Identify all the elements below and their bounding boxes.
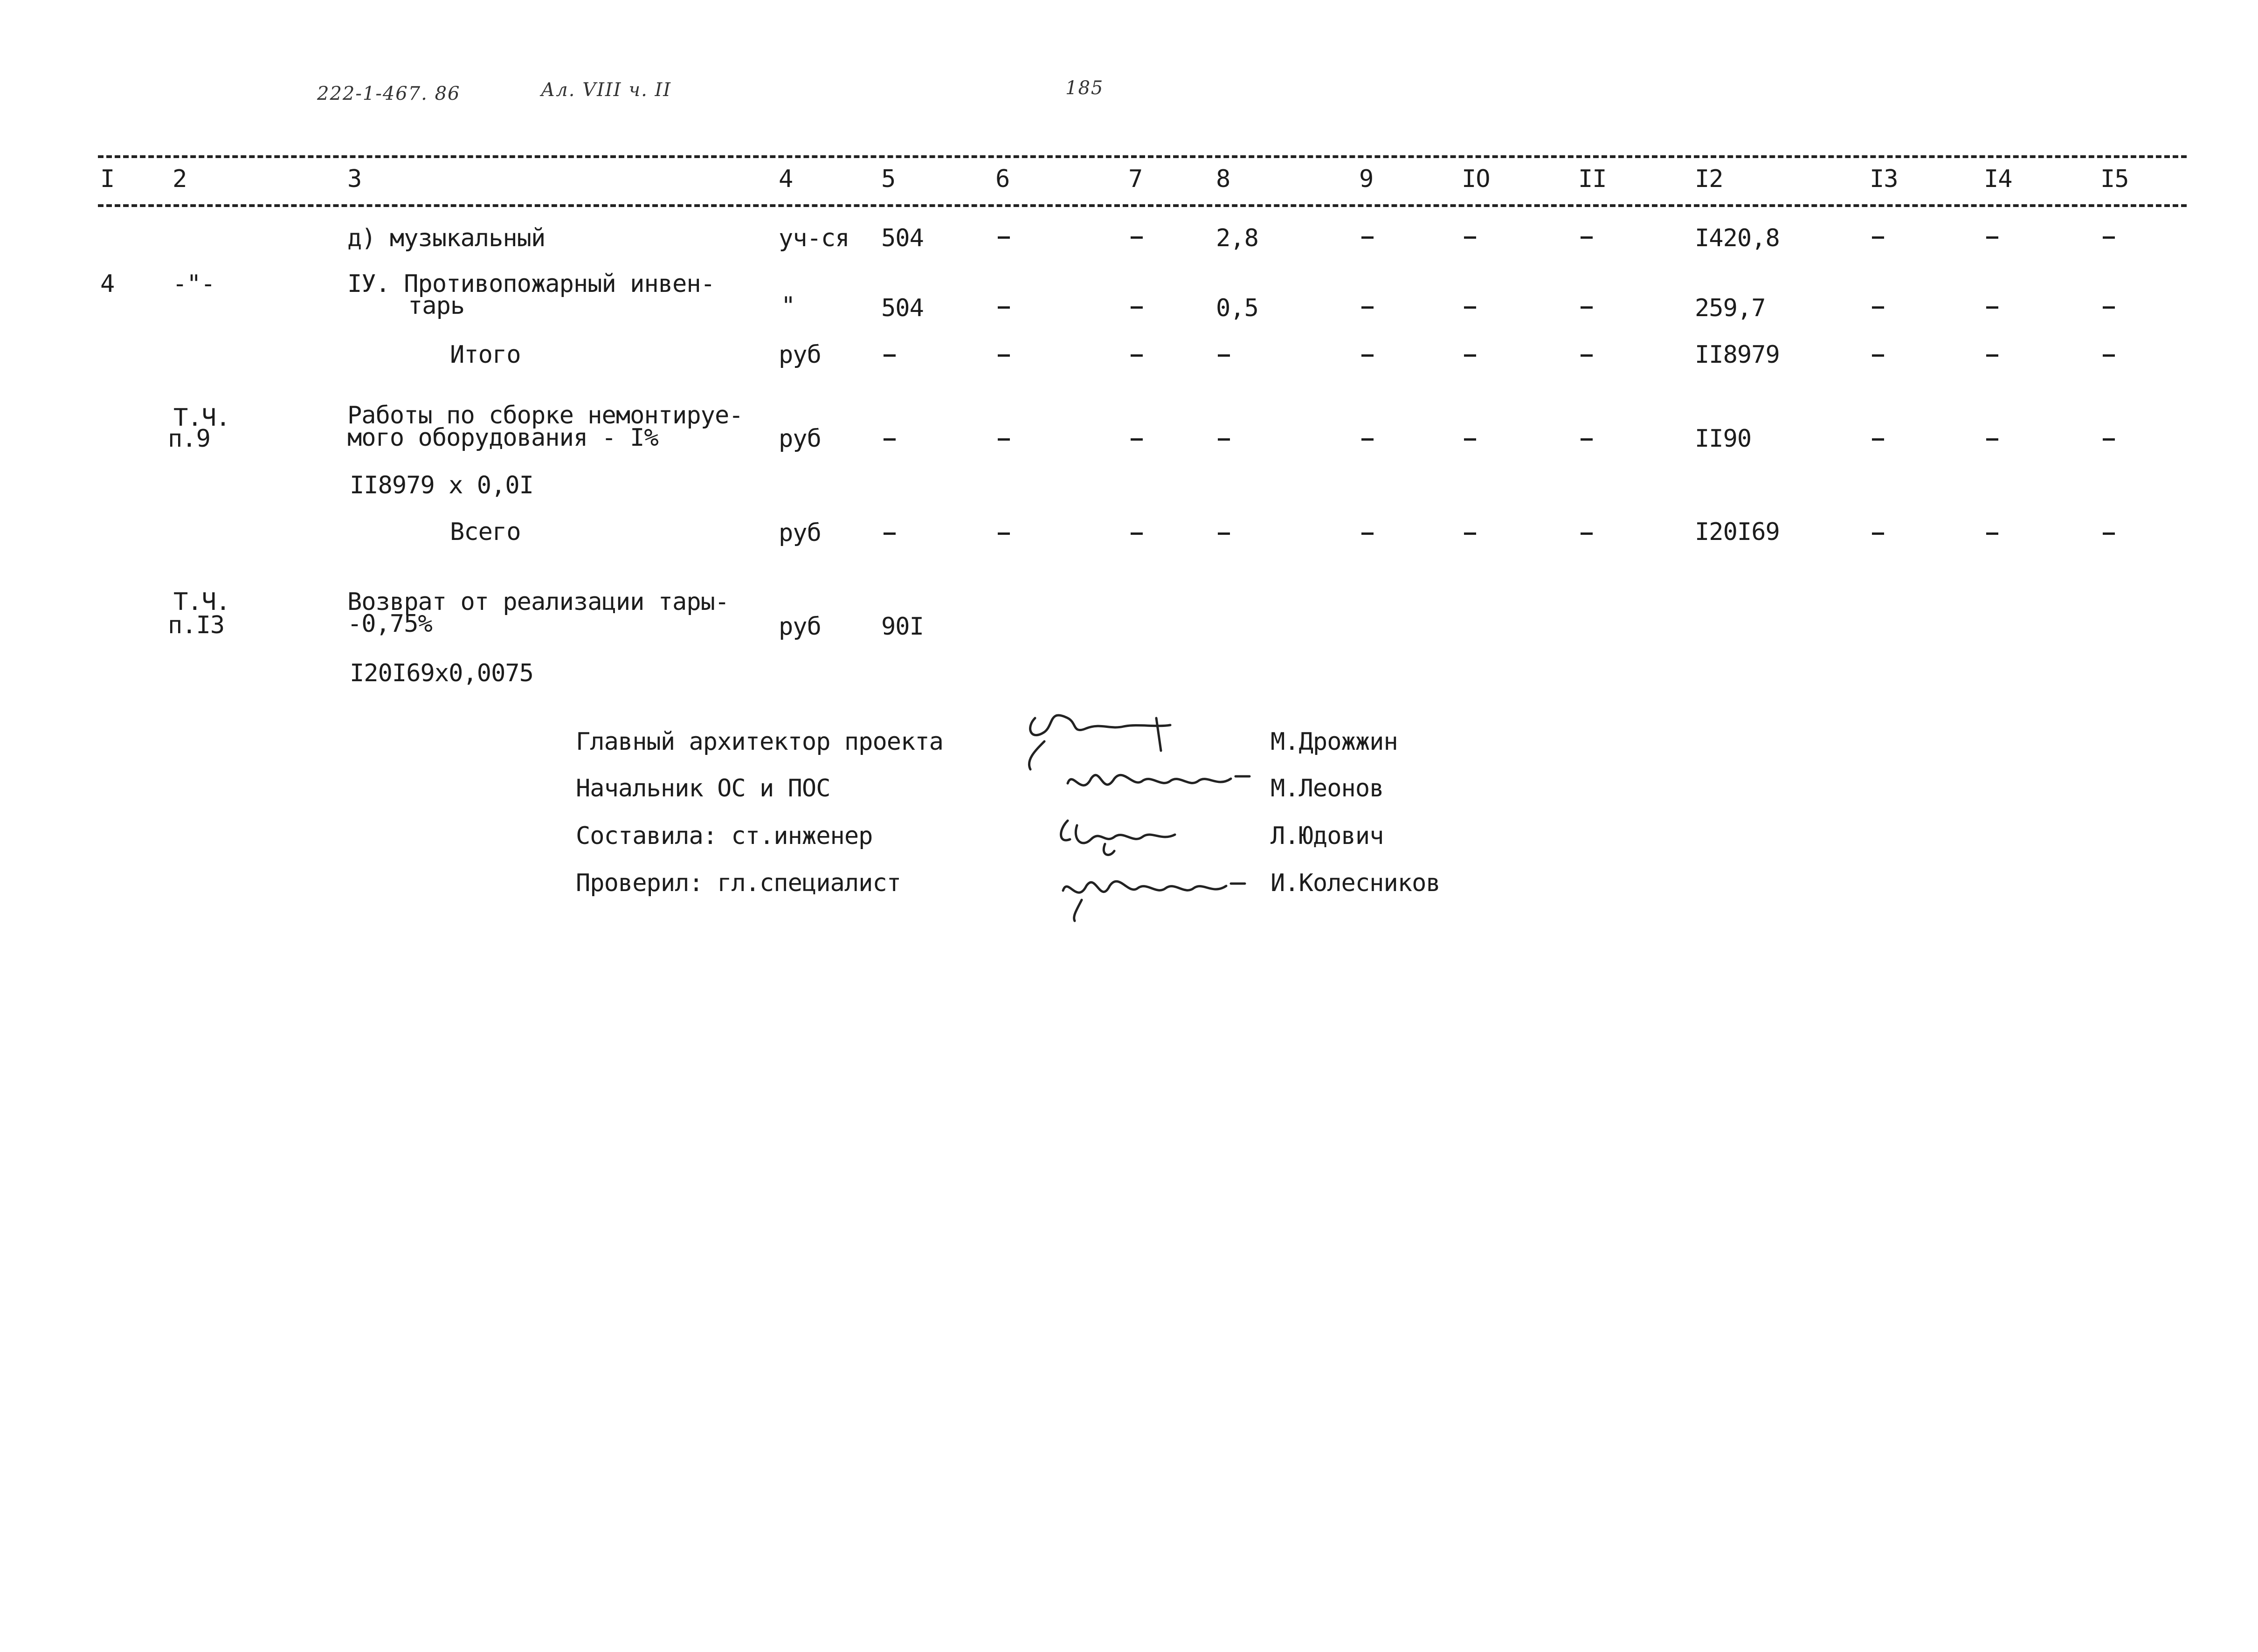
column-header: I [100,165,115,193]
reference-code-item: п.9 [168,425,210,453]
empty-dash [1581,532,1593,535]
empty-dash [2103,236,2115,239]
column-header: 7 [1128,165,1143,193]
reference-code: Т.Ч. [173,588,230,616]
empty-dash [1131,438,1143,441]
empty-dash [1361,532,1374,535]
empty-dash [1986,438,1998,441]
signatory-role: Проверил: гл.специалист [576,869,901,897]
empty-dash [1986,236,1998,239]
empty-dash [1131,306,1143,309]
empty-dash [1986,354,1998,357]
empty-dash [1872,236,1884,239]
handwritten-signature [1058,755,1259,807]
signatory-name: И.Колесников [1271,869,1440,897]
page-number: 185 [1065,77,1104,99]
empty-dash [1872,306,1884,309]
signatory-name: М.Леонов [1271,774,1384,802]
empty-dash [1464,438,1476,441]
empty-dash [1361,354,1374,357]
signatory-role: Главный архитектор проекта [576,728,943,756]
unit-cell: руб [779,519,821,547]
unit-cell: " [781,292,795,320]
column-header: 6 [995,165,1010,193]
cost-cell: I420,8 [1695,224,1780,252]
signatory-name: М.Дрожжин [1271,728,1398,756]
empty-dash [884,438,896,441]
empty-dash [1361,236,1374,239]
cost-cell: 259,7 [1695,294,1766,322]
empty-dash [1464,354,1476,357]
item-name: IУ. Противопожарный инвен- [347,270,715,298]
empty-dash [2103,306,2115,309]
empty-dash [884,532,896,535]
empty-dash [1872,532,1884,535]
empty-dash [998,236,1010,239]
column-header: 3 [347,165,362,193]
empty-dash [1872,354,1884,357]
reference-code: Т.Ч. [173,404,230,432]
empty-dash [1361,438,1374,441]
item-name-continued: тарь [408,292,465,320]
amount-cell: 90I [881,613,924,641]
unit-cell: уч-ся [779,224,849,252]
empty-dash [1361,306,1374,309]
item-name-continued: -0,75% [347,610,432,638]
empty-dash [1986,306,1998,309]
empty-dash [1218,354,1230,357]
column-header: 2 [173,165,187,193]
empty-dash [1986,532,1998,535]
empty-dash [1581,306,1593,309]
quantity-cell: 504 [881,224,924,252]
empty-dash [1131,236,1143,239]
column-header: 8 [1216,165,1230,193]
empty-dash [998,354,1010,357]
item-name: Возврат от реализации тары- [347,588,729,616]
total-label: Всего [450,518,521,546]
empty-dash [2103,438,2115,441]
table-top-rule [98,155,2187,158]
column-header: I5 [2100,165,2129,193]
column-header: I3 [1870,165,1898,193]
unit-cell: руб [779,425,821,453]
reference-code-item: п.I3 [168,611,225,639]
subtotal-label: Итого [450,341,521,369]
unit-cell: руб [779,341,821,369]
table-header-bottom-rule [98,204,2187,207]
row-number: 4 [100,270,115,298]
empty-dash [1131,532,1143,535]
empty-dash [1464,306,1476,309]
signatory-role: Составила: ст.инженер [576,822,873,850]
signatory-name: Л.Юдович [1271,822,1384,850]
empty-dash [1218,438,1230,441]
column-header: 9 [1359,165,1374,193]
item-name-continued: мого оборудования - I% [347,424,658,452]
empty-dash [1581,236,1593,239]
album-number: Ал. VIII ч. II [541,79,672,101]
rate-cell: 0,5 [1216,294,1258,322]
item-name: д) музыкальный [347,224,546,252]
ditto-code: -"- [173,270,215,298]
empty-dash [2103,354,2115,357]
column-header: I2 [1695,165,1723,193]
handwritten-signature [1054,853,1264,923]
signatory-role: Начальник ОС и ПОС [576,774,830,802]
calculation-formula: II8979 x 0,0I [350,471,533,499]
doc-code: 222-1-467. 86 [317,83,461,104]
empty-dash [884,354,896,357]
cost-cell: I20I69 [1695,518,1780,546]
empty-dash [1464,236,1476,239]
item-name: Работы по сборке немонтируе- [347,401,743,429]
column-header: II [1578,165,1607,193]
column-header: I4 [1984,165,2012,193]
empty-dash [1581,438,1593,441]
empty-dash [998,438,1010,441]
rate-cell: 2,8 [1216,224,1258,252]
cost-cell: II8979 [1695,341,1780,369]
empty-dash [1218,532,1230,535]
column-header: IO [1462,165,1490,193]
quantity-cell: 504 [881,294,924,322]
empty-dash [998,306,1010,309]
empty-dash [1581,354,1593,357]
empty-dash [998,532,1010,535]
empty-dash [1131,354,1143,357]
empty-dash [1872,438,1884,441]
column-header: 5 [881,165,896,193]
calculation-formula: I20I69x0,0075 [350,659,533,687]
empty-dash [2103,532,2115,535]
cost-cell: II90 [1695,425,1752,453]
unit-cell: руб [779,613,821,641]
column-header: 4 [779,165,793,193]
empty-dash [1464,532,1476,535]
